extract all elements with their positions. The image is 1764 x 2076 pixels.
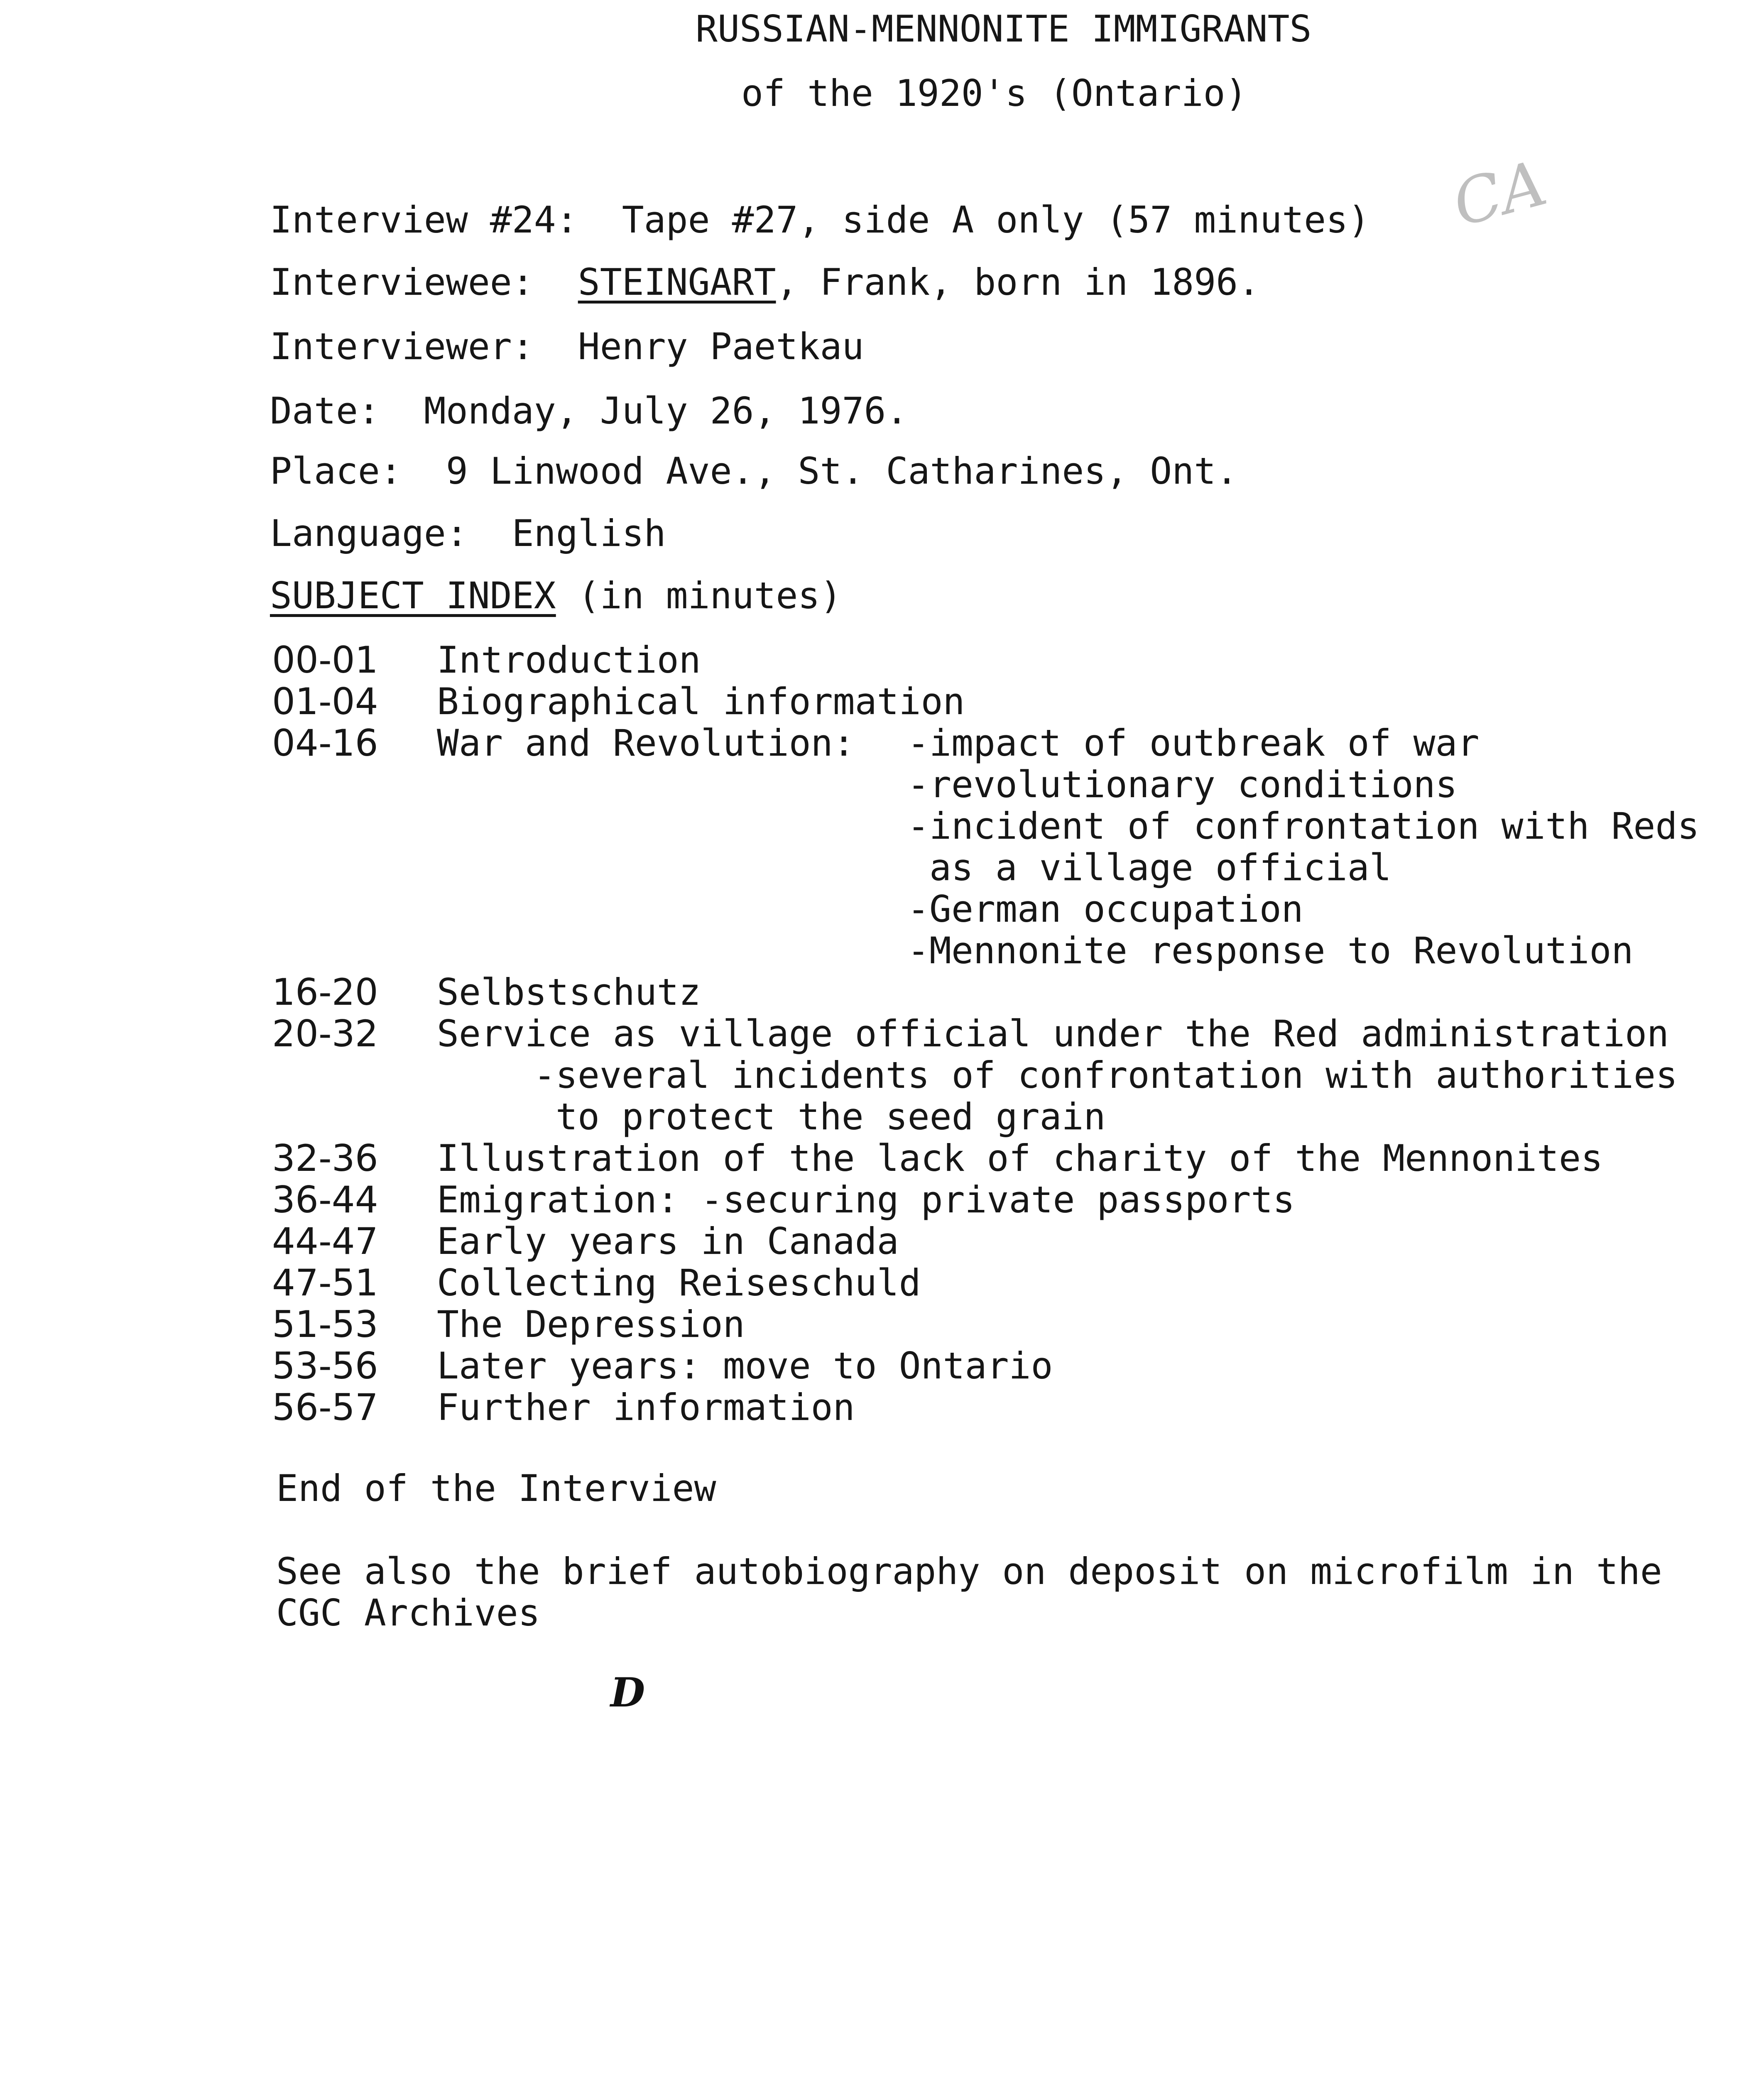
war-subtopic: -impact of outbreak of war (907, 722, 1480, 764)
interview-label: Interview #24: (270, 198, 578, 241)
index-time: 51-53 (272, 1303, 378, 1346)
date-label: Date: (270, 389, 380, 432)
index-topic: Later years: move to Ontario (437, 1344, 1053, 1387)
date-line (270, 390, 908, 432)
binder-hole-middle (0, 1102, 64, 1230)
end-of-interview: End of the Interview (276, 1467, 716, 1510)
war-subtopic: -revolutionary conditions (907, 763, 1458, 806)
language-label: Language: (270, 512, 468, 555)
interviewee-line (270, 262, 1260, 303)
index-time: 44-47 (272, 1220, 378, 1263)
place-line (270, 450, 1238, 492)
service-subtopic: -several incidents of confrontation with authorities (534, 1054, 1678, 1097)
index-topic: Introduction (437, 639, 701, 681)
index-topic: Emigration: -securing private passports (437, 1178, 1295, 1221)
war-subtopic: -incident of confrontation with Reds (907, 805, 1700, 847)
subject-index-title: SUBJECT INDEX (270, 574, 556, 617)
subject-index-suffix: (in minutes) (556, 574, 842, 617)
place-label: Place: (270, 450, 402, 492)
index-time: 20-32 (272, 1012, 378, 1055)
index-time: 01-04 (272, 680, 378, 723)
index-topic: Biographical information (437, 680, 965, 723)
index-time: 00-01 (272, 639, 378, 681)
index-topic: Collecting Reiseschuld (437, 1261, 921, 1304)
place-value: 9 Linwood Ave., St. Catharines, Ont. (446, 450, 1238, 492)
index-topic: War and Revolution: (437, 722, 855, 764)
index-time: 16-20 (272, 971, 378, 1014)
index-topic: Further information (437, 1386, 855, 1429)
index-time: 36-44 (272, 1178, 378, 1221)
war-subtopic: as a village official (907, 846, 1392, 889)
interview-line (270, 199, 1370, 241)
subject-index-heading (270, 575, 842, 617)
index-topic: Illustration of the lack of charity of the Mennonites (437, 1137, 1603, 1180)
war-subtopic: -German occupation (907, 888, 1303, 930)
see-also-line1: See also the brief autobiography on deposit on microfilm in the (276, 1550, 1662, 1593)
index-time: 53-56 (272, 1344, 378, 1387)
language-line (270, 513, 666, 554)
see-also-line2: CGC Archives (276, 1591, 540, 1634)
language-value: English (512, 512, 666, 555)
date-value: Monday, July 26, 1976. (424, 389, 908, 432)
interviewer-label: Interviewer: (270, 325, 534, 368)
index-topic: Service as village official under the Red administration (437, 1012, 1669, 1055)
index-time: 47-51 (272, 1261, 378, 1304)
binder-hole-top (0, 39, 59, 167)
interviewer-line (270, 326, 864, 367)
index-topic: The Depression (437, 1303, 745, 1346)
index-time: 56-57 (272, 1386, 378, 1429)
handwritten-initials: CA (1446, 147, 1554, 241)
document-title-line2: of the 1920's (Ontario) (741, 72, 1247, 115)
interviewee-surname: STEINGART (578, 261, 776, 304)
interviewee-label: Interviewee: (270, 261, 534, 304)
interview-value: Tape #27, side A only (57 minutes) (622, 198, 1370, 241)
document-title-line1: RUSSIAN-MENNONITE IMMIGRANTS (696, 7, 1312, 50)
interviewee-rest: , Frank, born in 1896. (776, 261, 1260, 304)
index-topic: Early years in Canada (437, 1220, 899, 1263)
index-topic: Selbstschutz (437, 971, 701, 1014)
interviewer-value: Henry Paetkau (578, 325, 864, 368)
service-subtopic: to protect the seed grain (534, 1095, 1106, 1138)
war-subtopic: -Mennonite response to Revolution (907, 929, 1634, 972)
index-time: 04-16 (272, 722, 378, 764)
index-time: 32-36 (272, 1137, 378, 1180)
handwritten-letter: D (610, 1669, 645, 1716)
